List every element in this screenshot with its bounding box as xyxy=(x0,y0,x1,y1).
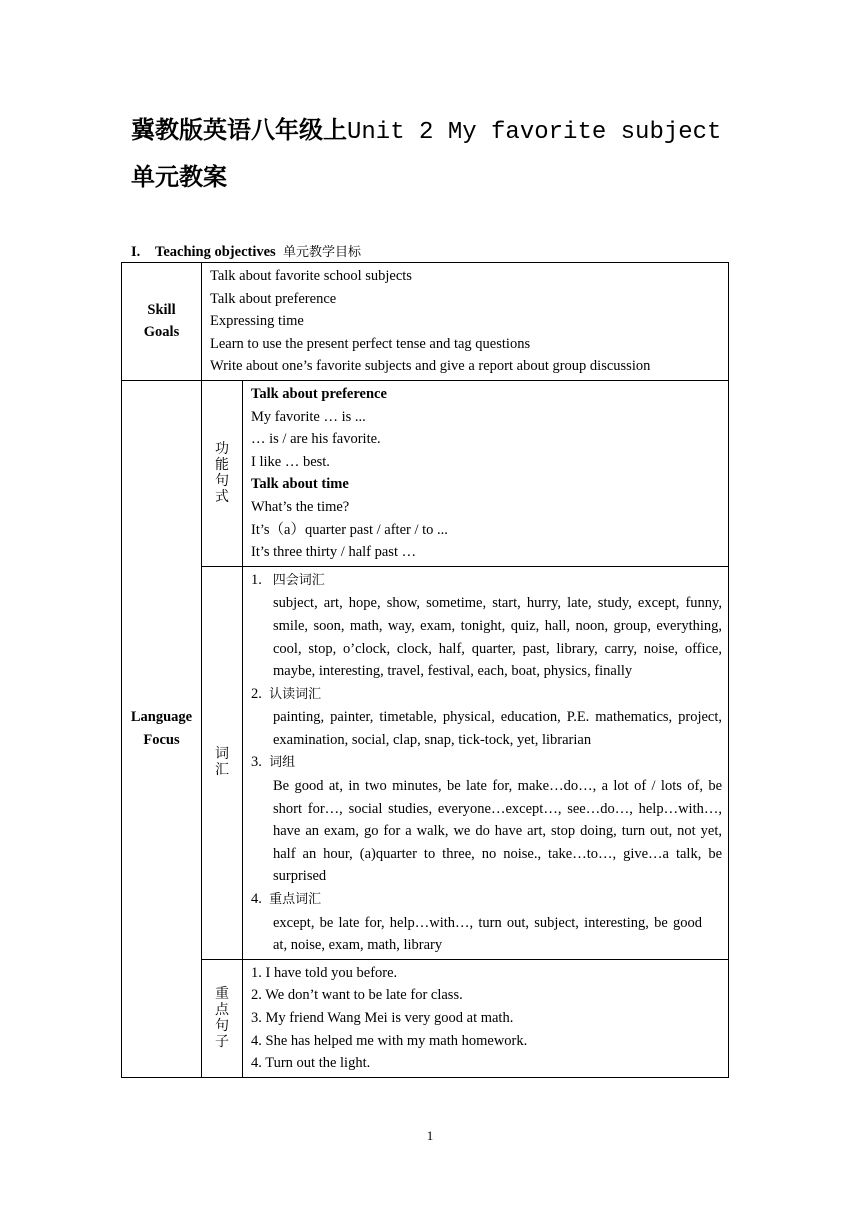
vocab-group-heading: 4. 重点词汇 xyxy=(251,891,322,908)
key-sentence: 3. My friend Wang Mei is very good at math. xyxy=(251,1010,514,1026)
function-sentence: It’s（a）quarter past / after / to ... xyxy=(251,521,448,538)
function-sentence: … is / are his favorite. xyxy=(251,431,381,448)
title-chinese-prefix: 冀教版英语八年级上 xyxy=(131,115,347,144)
language-focus-label: Language Focus xyxy=(122,380,202,1077)
section-heading xyxy=(131,241,361,261)
functions-label: 功能句式 xyxy=(202,380,243,566)
function-sentence: My favorite … is ... xyxy=(251,408,366,425)
functions-heading: Talk about time xyxy=(251,476,349,493)
page-number: 1 xyxy=(426,1128,434,1143)
vocab-group-heading: 2. 认读词汇 xyxy=(251,685,322,702)
section-number: I. xyxy=(131,244,141,260)
key-sentences-label: 重点句子 xyxy=(202,959,243,1077)
function-sentence: I like … best. xyxy=(251,453,330,470)
skill-goal-item: Learn to use the present perfect tense and tag questions xyxy=(210,335,531,352)
vocabulary-row xyxy=(122,566,729,959)
section-title-zh: 单元教学目标 xyxy=(282,245,361,260)
skill-goals-content xyxy=(202,263,729,381)
title-unit-name: Unit 2 My favorite subject xyxy=(347,119,722,146)
vocab-group-text: except, be late for, help…with…, turn out, subject, interesting, be good at, noise, exam, math, library xyxy=(273,914,702,954)
title-chinese-suffix: 单元教案 xyxy=(131,162,227,191)
key-sentence: 2. We don’t want to be late for class. xyxy=(251,987,463,1004)
function-sentence: It’s three thirty / half past … xyxy=(251,544,417,561)
skill-goals-row xyxy=(122,263,729,381)
key-sentence: 4. She has helped me with my math homework. xyxy=(251,1032,528,1049)
vocab-group-text: Be good at, in two minutes, be late for, make…do…, a lot of / lots of, be short for…, social studies, everyone…except…, see…do…, help…with…, have an exam, go for a walk, we do have art, stop doing, turn out, not yet, half an hour, (a)quarter to three, no noise., take…to…, give…a talk, be surprised xyxy=(273,778,722,885)
vocab-group-text: painting, painter, timetable, physical, education, P.E. mathematics, project, examination, social, clap, snap, tick-tock, yet, librarian xyxy=(273,709,722,748)
key-sentences-row xyxy=(122,959,729,1077)
key-sentence: 1. I have told you before. xyxy=(251,964,398,981)
vocab-group-heading: 1. 四会词汇 xyxy=(251,571,325,588)
objectives-table xyxy=(121,262,729,1078)
vocab-group-heading: 3. 词组 xyxy=(251,754,296,771)
function-sentence: What’s the time? xyxy=(251,498,350,515)
vocab-group-text: subject, art, hope, show, sometime, start, hurry, late, study, except, funny, smile, soon, math, way, exam, tonight, quiz, hall, noon, group, everything, cool, stop, o’clock, clock, half, quarter, past, library, carry, noise, office, maybe, interesting, travel, festival, each, boat, physics, finally xyxy=(273,595,722,680)
key-sentences-content xyxy=(243,959,729,1077)
skill-goal-item: Expressing time xyxy=(210,313,304,330)
skill-goal-item: Talk about preference xyxy=(210,290,337,307)
document-title xyxy=(131,108,741,199)
section-title-en: Teaching objectives xyxy=(155,244,276,260)
vocabulary-label: 词汇 xyxy=(202,566,243,959)
skill-goals-label: Skill Goals xyxy=(122,263,202,381)
functions-row xyxy=(122,380,729,566)
vocabulary-content xyxy=(243,566,729,959)
functions-content xyxy=(243,380,729,566)
skill-goal-item: Write about one’s favorite subjects and give a report about group discussion xyxy=(210,358,651,375)
skill-goal-item: Talk about favorite school subjects xyxy=(210,268,412,284)
functions-heading: Talk about preference xyxy=(251,385,387,402)
key-sentence: 4. Turn out the light. xyxy=(251,1055,371,1072)
